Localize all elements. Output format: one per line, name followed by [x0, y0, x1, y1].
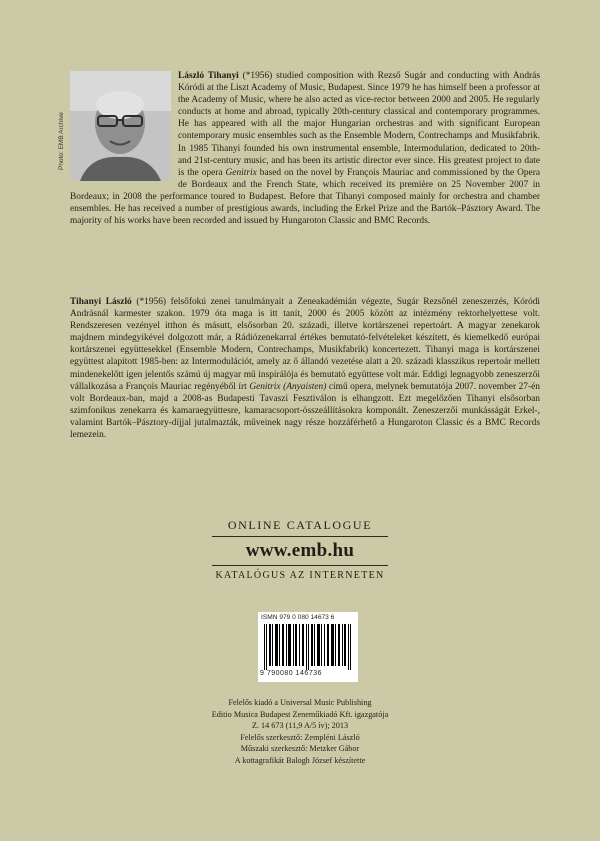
barcode-bars	[264, 624, 352, 670]
imprint-line: Z. 14 673 (11,9 A/5 ív); 2013	[251, 721, 349, 731]
divider	[212, 565, 388, 566]
imprint-line: Felelős szerkesztő: Zempléni László	[240, 732, 360, 742]
divider	[212, 536, 388, 537]
imprint-line: Editio Musica Budapest Zeneműkiadó Kft. igazgatója	[211, 709, 389, 719]
imprint-line: A kottagrafikát Balogh József készítette	[234, 755, 366, 765]
online-catalogue-block	[200, 517, 400, 583]
catalogue-heading: ONLINE CATALOGUE	[227, 518, 373, 532]
catalogue-subheading: KATALÓGUS AZ INTERNETEN	[215, 570, 385, 581]
barcode	[258, 612, 358, 682]
barcode-number: 9 790080 146736	[260, 670, 322, 677]
photo-credit: Photo: EMB Archive	[58, 112, 65, 170]
catalogue-url[interactable]: www.emb.hu	[245, 540, 355, 561]
imprint-line: Műszaki szerkesztő: Metzker Gábor	[240, 744, 360, 754]
biography-hungarian: Tihanyi László (*1956) felsőfokú zenei tanulmányait a Zeneakadémián végezte, Sugár Rezsőnél zeneszerzés, Kóródi Andrásnál karmester szakon. 1979 óta maga is itt tanít, 2000 és 2005 között az intézmény rektorhelyettese volt. Rendszeresen vezényel itthon és másutt, elsősorban 20. századi, illetve kortárszenei repertoárt. A magyar zenekarok majdnem mindegyikével dolgozott már, a Rádiózenekarral értékes bemutató-felvételeket készített, és kiemelkedő európai kortárszenei együttesekkel (Ensemble Modern, Contrechamps, Musikfabrik) koncertezett. Tihanyi maga is kortárszenei együttest alapított 1985-ben: az Intermodulációt, amely az ő állandó vezetése alatt a 20. századi klasszikus repertoár mellett mindenekelőtt igen jelentős számú új magyar mű inspirálója és bemutató együttese volt már. Eddigi legnagyobb zeneszerzői vállalkozása a François Mauriac regényéből írt Genitrix (Anyaisten) című opera, melynek bemutatója 2007. november 27-én volt Bordeaux-ban, majd a 2008-as Budapesti Tavaszi Fesztiválon is elhangzott. Ezt megelőzően Tihanyi elsősorban szimfonikus zenekarra és kamaraegyüttesre, kamaracsoport-összeállításokra komponált. Zeneszerzői munkásságát Erkel-, valamint Bartók–Pásztory-díjjal jutalmazták, műveinek nagy része hozzáférhető a Hungaroton Classic és a BMC Records lemezein.	[70, 297, 541, 441]
opera-title-en: Genitrix	[225, 167, 257, 178]
ismn-label: ISMN 979 0 080 14673 6	[261, 614, 335, 621]
composer-name-hu: Tihanyi László	[70, 297, 132, 307]
biography-english: László Tihanyi (*1956) studied composition with Rezső Sugár and conducting with András Kóródi at the Liszt Academy of Music, Budapest. Since 1979 he has himself been a professor at the Academy of Music, where he also acted as vice-rector between 2000 and 2005. He regularly conducts at home and abroad, typically 20th-century classical and contemporary programmes. He has appeared with all the major Hungarian orchestras and with significant European contemporary music ensembles such as the Ensemble Modern, Contrechamps and Musikfabrik. In 1985 Tihanyi founded his own instrumental ensemble, Intermodulation, dedicated to 20th- and 21st-century music, and has been its artistic director ever since. His greatest project to date is the opera Genitrix based on the novel by François Mauriac and commissioned by the Opera de Bordeaux and the French State, which received its première on 25 November 2007 in Bordeaux; in 2008 the performance toured to Budapest. Before that Tihanyi composed mainly for orchestra and chamber ensembles. He has received a number of prestigious awards, including the Erkel Prize and the Bartók–Pásztory Award. The majority of his works have been recorded and issued by Hungaroton Classic and BMC Records.	[70, 71, 541, 227]
opera-title-hu: Genitrix (Anyaisten)	[249, 381, 327, 392]
composer-name-en: László Tihanyi	[178, 71, 239, 81]
imprint-line: Felelős kiadó a Universal Music Publishing	[228, 698, 372, 707]
imprint-block	[160, 697, 440, 767]
